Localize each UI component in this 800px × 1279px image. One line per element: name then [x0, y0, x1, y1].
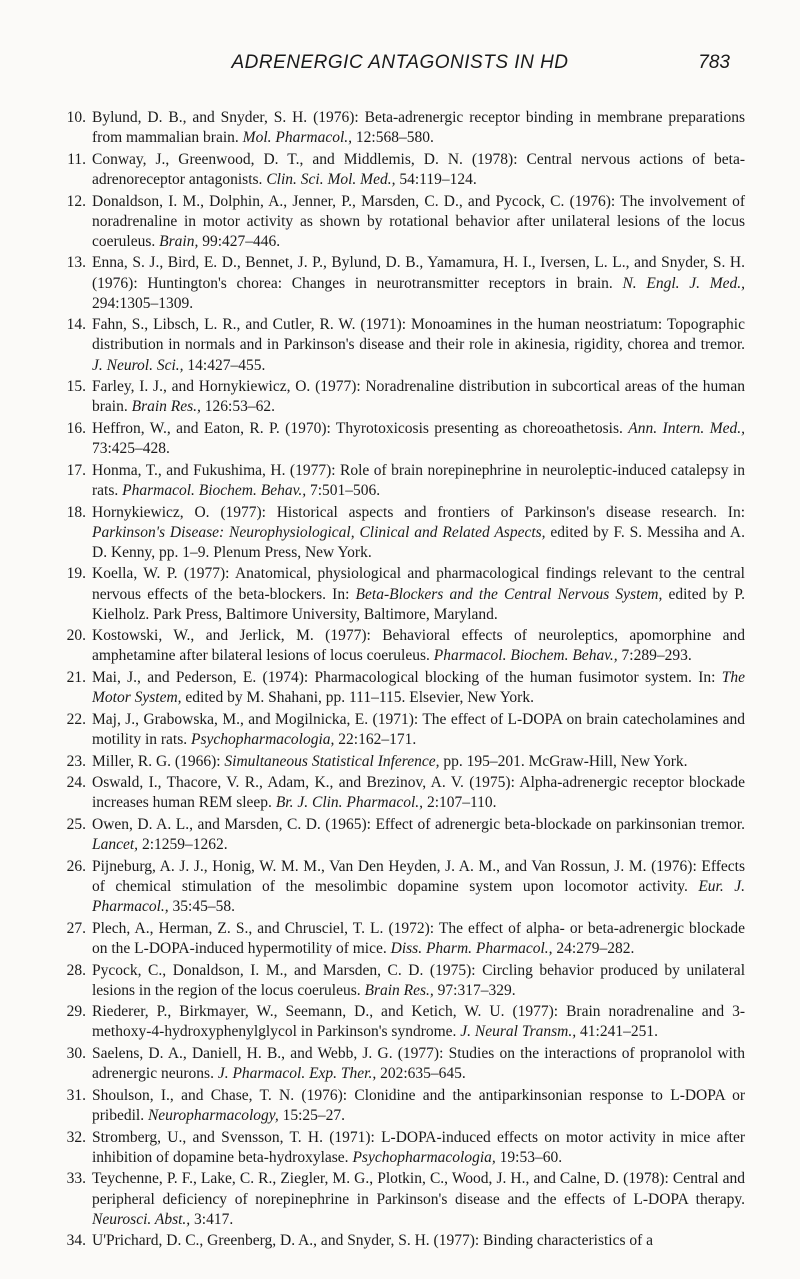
reference-body: U'Prichard, D. C., Greenberg, D. A., and Snyder, S. H. (1977): Binding characteristics of a	[92, 1232, 654, 1250]
reference-body: Shoulson, I., and Chase, T. N. (1976): Clonidine and the antiparkinsonian response to L-DOPA or pribedil.	[92, 1086, 745, 1124]
reference-source: J. Neural Transm.,	[460, 1023, 577, 1041]
reference-body: Maj, J., Grabowska, M., and Mogilnicka, E. (1971): The effect of L-DOPA on brain catecholamines and motility in rats.	[92, 710, 745, 748]
reference-text	[92, 1003, 745, 1040]
reference-number: 27.	[66, 919, 86, 937]
reference-number: 18.	[66, 503, 86, 521]
reference-body: Koella, W. P. (1977): Anatomical, physiological and pharmacological findings relevant to the central nervous effects of the beta-blockers. In:	[92, 565, 745, 603]
reference-list	[60, 108, 745, 1253]
reference-source: Brain,	[159, 232, 199, 250]
reference-text	[92, 1045, 745, 1082]
reference-item	[60, 1086, 745, 1126]
reference-text	[92, 627, 745, 664]
reference-text	[92, 753, 688, 770]
reference-item	[60, 315, 745, 375]
reference-text	[92, 1129, 745, 1166]
reference-number: 31.	[66, 1086, 86, 1104]
reference-citation: pp. 195–201. McGraw-Hill, New York.	[439, 752, 688, 770]
reference-number: 24.	[66, 774, 86, 792]
reference-item	[60, 752, 745, 772]
reference-item	[60, 461, 745, 501]
page-header	[0, 52, 800, 78]
reference-source: Lancet,	[92, 836, 139, 854]
reference-source: Pharmacol. Biochem. Behav.,	[122, 481, 307, 499]
running-title: ADRENERGIC ANTAGONISTS IN HD	[231, 52, 569, 73]
reference-item	[60, 192, 745, 252]
reference-body: Heffron, W., and Eaton, R. P. (1970): Thyrotoxicosis presenting as choreoathetosis.	[92, 419, 629, 437]
reference-text	[92, 858, 745, 915]
reference-body: Saelens, D. A., Daniell, H. B., and Webb, J. G. (1977): Studies on the interactions of propranolol with adrenergic neurons.	[92, 1045, 745, 1083]
reference-citation: 2:1259–1262.	[138, 836, 228, 854]
page-number: 783	[698, 52, 730, 73]
reference-number: 25.	[66, 816, 86, 834]
reference-citation: 97:317–329.	[433, 981, 516, 999]
reference-text	[92, 193, 745, 250]
reference-text	[92, 151, 745, 188]
reference-item	[60, 150, 745, 190]
reference-text	[92, 109, 745, 146]
reference-item	[60, 377, 745, 417]
reference-source: Eur. J. Pharmacol.,	[92, 877, 745, 916]
reference-number: 16.	[66, 419, 86, 437]
reference-number: 29.	[66, 1003, 86, 1021]
reference-body: Plech, A., Herman, Z. S., and Chrusciel, T. L. (1972): The effect of alpha- or beta-adrenergic blockade on the L-DOPA-induced hypermotility of mice.	[92, 919, 745, 957]
reference-item	[60, 668, 745, 708]
reference-text	[92, 316, 745, 373]
reference-source: Neurosci. Abst.,	[92, 1210, 191, 1228]
reference-citation: 99:427–446.	[198, 232, 281, 250]
reference-item	[60, 253, 745, 313]
reference-text	[92, 504, 745, 561]
reference-item	[60, 961, 745, 1001]
reference-source: Beta-Blockers and the Central Nervous System,	[355, 585, 663, 603]
reference-text	[92, 920, 745, 957]
reference-item	[60, 1169, 745, 1229]
reference-citation: 3:417.	[190, 1210, 234, 1228]
reference-source: Psychopharmacologia,	[191, 730, 335, 748]
reference-text	[92, 774, 745, 811]
reference-body: Pijneburg, A. J. J., Honig, W. M. M., Van Den Heyden, J. A. M., and Van Rossun, J. M. (1976): Effects of chemical stimulation of the mesolimbic dopamine system upon locomotor activity.	[92, 857, 745, 895]
reference-source: Mol. Pharmacol.,	[242, 129, 353, 147]
reference-citation: 7:501–506.	[306, 481, 381, 499]
reference-item	[60, 1231, 745, 1251]
reference-text	[92, 378, 745, 415]
reference-body: Kostowski, W., and Jerlick, M. (1977): Behavioral effects of neuroleptics, apomorphine and amphetamine after bilateral lesions of locus coeruleus.	[92, 627, 745, 665]
reference-citation: 12:568–580.	[352, 129, 434, 147]
reference-item	[60, 857, 745, 917]
reference-body: Mai, J., and Pederson, E. (1974): Pharmacological blocking of the human fusimotor system. In:	[92, 669, 722, 687]
reference-number: 19.	[66, 565, 86, 583]
reference-body: Teychenne, P. F., Lake, C. R., Ziegler, M. G., Plotkin, C., Wood, J. H., and Calne, D. (1978): Central and peripheral deficiency of norepinephrine in Parkinson's disease and the effects of L-DOPA therapy.	[92, 1170, 745, 1208]
reference-number: 13.	[66, 254, 86, 272]
reference-text	[92, 1232, 653, 1249]
reference-text	[92, 420, 745, 457]
reference-number: 17.	[66, 461, 86, 479]
reference-citation: edited by M. Shahani, pp. 111–115. Elsevier, New York.	[181, 689, 534, 707]
reference-item	[60, 503, 745, 563]
reference-item	[60, 564, 745, 624]
reference-number: 12.	[66, 192, 86, 210]
reference-number: 23.	[66, 752, 86, 770]
reference-number: 21.	[66, 669, 86, 687]
reference-source: Ann. Intern. Med.,	[628, 419, 745, 437]
reference-number: 34.	[66, 1232, 86, 1250]
reference-text	[92, 1087, 745, 1124]
reference-item	[60, 1044, 745, 1084]
reference-source: Br. J. Clin. Pharmacol.,	[275, 794, 424, 812]
reference-citation: 41:241–251.	[576, 1023, 658, 1041]
reference-item	[60, 815, 745, 855]
reference-body: Honma, T., and Fukushima, H. (1977): Role of brain norepinephrine in neuroleptic-induced catalepsy in rats.	[92, 461, 745, 499]
reference-body: Riederer, P., Birkmayer, W., Seemann, D., and Ketich, W. U. (1977): Brain noradrenaline and 3-methoxy-4-hydroxyphenylglycol in Parkinson's syndrome.	[92, 1003, 745, 1041]
reference-citation: edited by F. S. Messiha and A. D. Kenny, pp. 1–9. Plenum Press, New York.	[92, 523, 745, 561]
reference-citation: 294:1305–1309.	[92, 294, 194, 312]
reference-item	[60, 419, 745, 459]
reference-source: Brain Res.,	[364, 981, 434, 999]
reference-body: Bylund, D. B., and Snyder, S. H. (1976): Beta-adrenergic receptor binding in membrane preparations from mammalian brain.	[92, 109, 745, 147]
reference-number: 33.	[66, 1170, 86, 1188]
reference-body: Fahn, S., Libsch, L. R., and Cutler, R. W. (1971): Monoamines in the human neostriatum: Topographic distribution in normals and in Parkinson's disease and their role in akinesia, rigidity, chorea and tremor.	[92, 316, 745, 354]
reference-item	[60, 1128, 745, 1168]
reference-citation: 14:427–455.	[183, 356, 266, 374]
reference-body: Miller, R. G. (1966):	[92, 752, 225, 770]
reference-citation: 126:53–62.	[200, 398, 275, 416]
reference-citation: 73:425–428.	[92, 440, 170, 458]
reference-item	[60, 710, 745, 750]
reference-body: Conway, J., Greenwood, D. T., and Middlemis, D. N. (1978): Central nervous actions of beta-adrenoreceptor antagonists.	[92, 150, 745, 188]
reference-number: 15.	[66, 378, 86, 396]
reference-citation: 24:279–282.	[552, 939, 635, 957]
reference-citation: 22:162–171.	[334, 730, 417, 748]
reference-source: Neuropharmacology,	[147, 1106, 279, 1124]
reference-source: J. Pharmacol. Exp. Ther.,	[217, 1065, 377, 1083]
reference-item	[60, 773, 745, 813]
reference-number: 22.	[66, 710, 86, 728]
reference-number: 20.	[66, 627, 86, 645]
reference-number: 32.	[66, 1128, 86, 1146]
reference-text	[92, 962, 745, 999]
reference-body: Donaldson, I. M., Dolphin, A., Jenner, P., Marsden, C. D., and Pycock, C. (1976): The involvement of noradrenaline in motor activity as shown by rotational behavior after unilateral lesions of the locus coeruleus.	[92, 192, 745, 250]
reference-text	[92, 816, 745, 853]
reference-source: Clin. Sci. Mol. Med.,	[266, 170, 396, 188]
reference-item	[60, 1002, 745, 1042]
reference-source: Diss. Pharm. Pharmacol.,	[390, 939, 553, 957]
reference-body: Hornykiewicz, O. (1977): Historical aspects and frontiers of Parkinson's disease research. In:	[92, 503, 745, 521]
reference-citation: 202:635–645.	[376, 1065, 466, 1083]
reference-citation: 15:25–27.	[278, 1106, 346, 1124]
reference-text	[92, 711, 745, 748]
reference-source: Parkinson's Disease: Neurophysiological, Clinical and Related Aspects,	[92, 523, 546, 541]
reference-number: 10.	[66, 109, 86, 126]
reference-source: J. Neurol. Sci.,	[92, 356, 184, 374]
reference-source: Pharmacol. Biochem. Behav.,	[433, 647, 618, 665]
reference-body: Owen, D. A. L., and Marsden, C. D. (1965): Effect of adrenergic beta-blockade on parkinsonian tremor.	[92, 816, 745, 834]
reference-citation: 7:289–293.	[617, 647, 692, 665]
reference-citation: 54:119–124.	[395, 170, 477, 188]
reference-source: Psychopharmacologia,	[352, 1148, 496, 1166]
reference-item	[60, 626, 745, 666]
reference-body: Enna, S. J., Bird, E. D., Bennet, J. P., Bylund, D. B., Yamamura, H. I., Iversen, L. L., and Snyder, S. H. (1976): Huntington's chorea: Changes in neurotransmitter receptors in brain.	[92, 254, 745, 292]
reference-text	[92, 254, 745, 311]
reference-body: Farley, I. J., and Hornykiewicz, O. (1977): Noradrenaline distribution in subcortical areas of the human brain.	[92, 378, 745, 416]
reference-item	[60, 108, 745, 148]
reference-number: 30.	[66, 1045, 86, 1063]
reference-item	[60, 919, 745, 959]
reference-body: Pycock, C., Donaldson, I. M., and Marsden, C. D. (1975): Circling behavior produced by unilateral lesions in the region of the locus coeruleus.	[92, 961, 745, 999]
reference-citation: 19:53–60.	[495, 1148, 563, 1166]
reference-number: 14.	[66, 316, 86, 334]
reference-source: N. Engl. J. Med.,	[622, 274, 745, 292]
reference-text	[92, 565, 745, 622]
reference-citation: edited by P. Kielholz. Park Press, Baltimore University, Baltimore, Maryland.	[92, 585, 745, 623]
reference-number: 28.	[66, 961, 86, 979]
reference-body: Stromberg, U., and Svensson, T. H. (1971): L-DOPA-induced effects on motor activity in mice after inhibition of dopamine beta-hydroxylase.	[92, 1128, 745, 1166]
reference-citation: 2:107–110.	[423, 794, 497, 812]
reference-source: The Motor System,	[92, 669, 745, 707]
reference-citation: 35:45–58.	[168, 898, 235, 916]
reference-source: Brain Res.,	[131, 398, 201, 416]
reference-text	[92, 462, 745, 499]
reference-text	[92, 669, 745, 706]
reference-source: Simultaneous Statistical Inference,	[224, 752, 440, 770]
reference-body: Oswald, I., Thacore, V. R., Adam, K., and Brezinov, A. V. (1975): Alpha-adrenergic receptor blockade increases human REM sleep.	[92, 774, 745, 812]
reference-number: 11.	[67, 150, 86, 168]
reference-number: 26.	[66, 857, 86, 875]
reference-text	[92, 1170, 745, 1227]
